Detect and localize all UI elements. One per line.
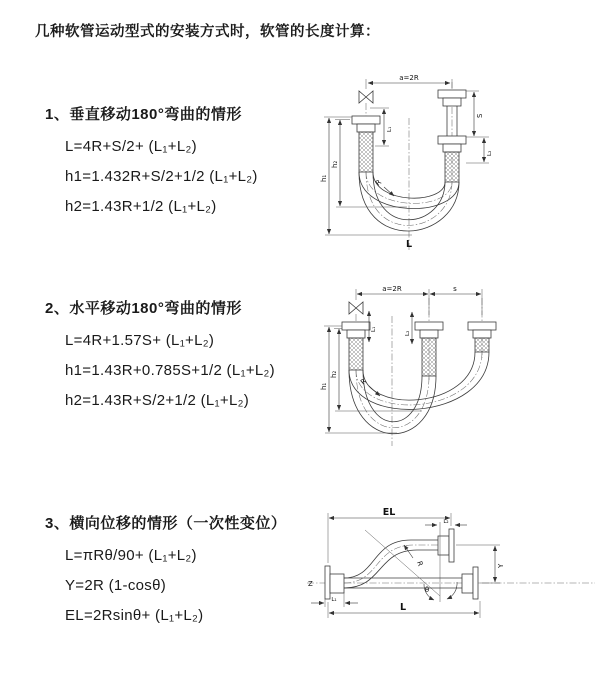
fitting2-label: L₂ [443, 519, 449, 525]
centerlines [366, 82, 452, 252]
angle-construction [365, 522, 457, 602]
h2-label: h₂ [330, 370, 338, 378]
span-label: a=2R [399, 74, 419, 82]
radius-label: R [374, 178, 384, 188]
formula-offset: Y=2R (1-cosθ) [65, 577, 167, 594]
left-flange [352, 116, 380, 172]
length-label: L [405, 239, 413, 250]
formula-length: L=4R+S/2+ (L₁+L₂) [65, 138, 197, 155]
right-flange [468, 322, 496, 352]
h1-label: h₁ [320, 174, 328, 182]
diagram-vertical-bend [312, 70, 547, 258]
dimension-lines-left [320, 311, 422, 433]
section-heading: 1、垂直移动180°弯曲的情形 [45, 106, 242, 123]
section-horizontal-movement [45, 298, 275, 416]
z-marker: Z [308, 580, 313, 588]
fitting1-label: L₁ [387, 126, 393, 132]
right-flange-lower [438, 136, 466, 182]
diagram-horizontal-bend [312, 282, 564, 462]
section-heading: 2、水平移动180°弯曲的情形 [45, 300, 242, 317]
stroke-label: s [453, 285, 457, 293]
section-vertical-movement [45, 104, 258, 222]
length-label: L [399, 602, 407, 613]
valve-icon [349, 302, 363, 314]
right-flange-upper [438, 529, 454, 562]
dimension-lines-top [356, 285, 482, 315]
formula-length: L=4R+1.57S+ (L₁+L₂) [65, 332, 215, 349]
fitting1-label: L₁ [371, 326, 377, 332]
offset-label: Y [497, 563, 505, 568]
fitting1-label: L₁ [331, 597, 337, 603]
left-flange [342, 322, 370, 370]
formula-length: L=πRθ/90+ (L₁+L₂) [65, 547, 197, 564]
formula-h2: h2=1.43R+1/2 (L₁+L₂) [65, 198, 217, 215]
fitting2-label: L₂ [487, 150, 493, 156]
formula-h1: h1=1.432R+S/2+1/2 (L₁+L₂) [65, 168, 258, 185]
dimension-lines [311, 507, 505, 618]
hose-u-curves [349, 352, 489, 434]
right-flange-lower [462, 567, 478, 599]
fitting2-label: L₂ [405, 330, 411, 336]
span-label: a=2R [382, 285, 402, 293]
h1-label: h₁ [320, 382, 328, 390]
formula-h1: h1=1.43R+0.785S+1/2 (L₁+L₂) [65, 362, 275, 379]
page-title: 几种软管运动型式的安装方式时，软管的长度计算： [35, 24, 380, 40]
dimension-lines [320, 74, 493, 250]
formula-h2: h2=1.43R+S/2+1/2 (L₁+L₂) [65, 392, 250, 409]
section-lateral-displacement [45, 513, 286, 631]
el-label: EL [382, 507, 396, 518]
stroke-label: S [476, 113, 484, 118]
h2-label: h₂ [331, 160, 339, 168]
diagram-lateral-displacement [303, 506, 600, 644]
valve-icon [359, 91, 373, 103]
left-flange [325, 566, 344, 599]
angle-label: θ [424, 586, 430, 594]
section-heading: 3、横向位移的情形（一次性变位） [45, 515, 287, 532]
middle-flange [415, 322, 443, 376]
formula-el: EL=2Rsinθ+ (L₁+L₂) [65, 607, 204, 624]
radius-label: R [415, 560, 425, 568]
radius-label: R [359, 377, 369, 387]
